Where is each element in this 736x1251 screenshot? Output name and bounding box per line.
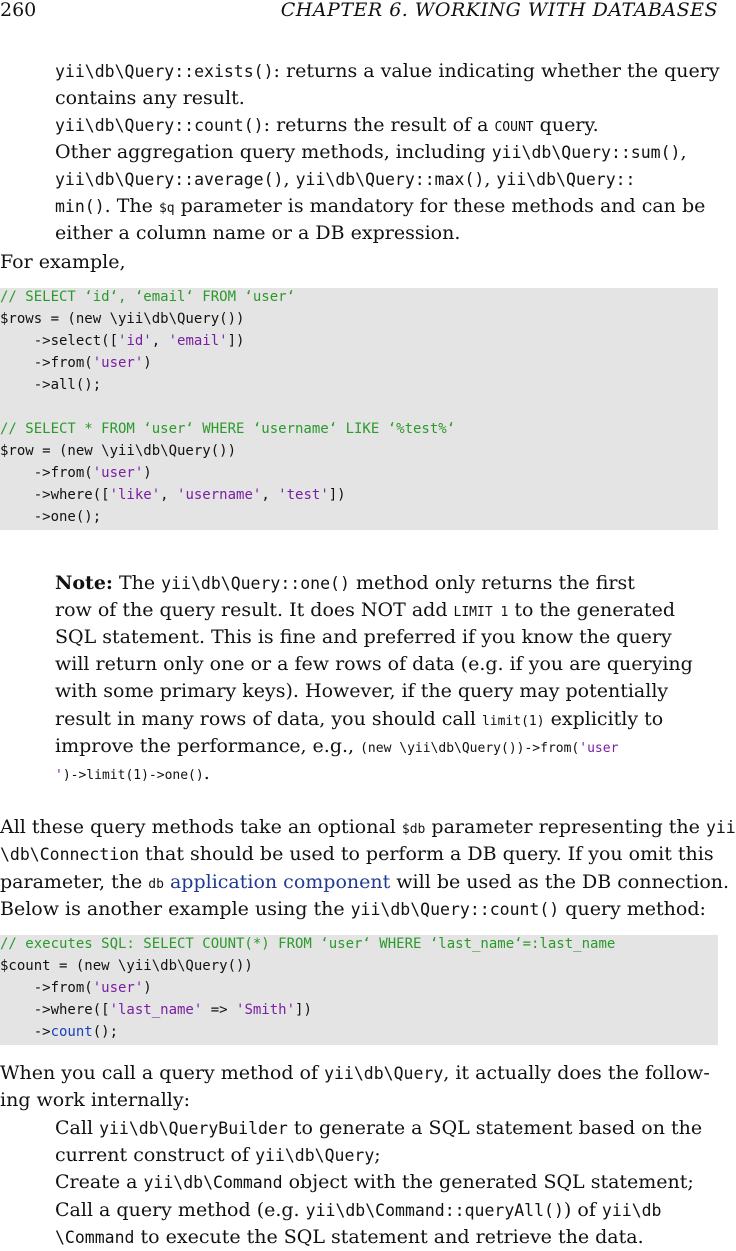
agg-param: $q (158, 201, 175, 216)
step-3-cont (55, 1224, 644, 1251)
command-class-code: yii\db (601, 1201, 662, 1220)
exists-item (55, 58, 720, 85)
exists-code: yii\db\Query::exists() (55, 62, 274, 81)
querybuilder-code: yii\db\QueryBuilder (99, 1119, 288, 1138)
code-text: ->from( (0, 980, 93, 996)
agg-text: Other aggregation query methods, including (55, 141, 492, 163)
note-label: Note: (55, 572, 113, 594)
code-line (0, 980, 152, 996)
agg-sum-code: yii\db\Query::sum() (491, 143, 681, 162)
code-text: -> (0, 1024, 51, 1040)
note-limit-code: LIMIT 1 (453, 605, 509, 620)
code-text: $rows = (new \yii\db\Query()) (0, 311, 245, 327)
code-comment: // SELECT * FROM ‘user‘ WHERE ‘username‘ LIKE ‘%test%‘ (0, 421, 456, 437)
note-text: The (112, 572, 162, 594)
db-component: db (148, 877, 164, 892)
step-text: current construct of (55, 1144, 256, 1166)
para-text: , it actually does the follow- (443, 1062, 710, 1084)
note-example-code: )->limit(1)->one() (62, 768, 204, 783)
code-line (0, 465, 152, 481)
note-limit-call: limit(1) (481, 714, 545, 729)
agg-min-code: min() (55, 197, 105, 216)
code-text: , (151, 333, 169, 349)
para3-line-2: ing work internally: (0, 1089, 190, 1111)
step-text: ) of (563, 1199, 602, 1221)
code-string: 'Smith' (236, 1002, 296, 1018)
code-string: 'email' (168, 333, 228, 349)
agg-sep: , (283, 168, 296, 190)
agg-average-code: yii\db\Query::average() (55, 170, 284, 189)
step-text: ; (374, 1144, 381, 1166)
para2-line-1 (0, 814, 736, 843)
note-line-4: will return only one or a few rows of data (e.g. if you are querying (55, 653, 693, 675)
note-text: row of the query result. It does NOT add (55, 599, 454, 621)
count-code: yii\db\Query::count() (55, 116, 264, 135)
aggregation-line-1 (55, 139, 687, 166)
code-block-1 (0, 288, 718, 530)
step-text: object with the generated SQL statement; (282, 1171, 694, 1193)
code-line (0, 958, 253, 974)
code-line (0, 1002, 312, 1018)
step-3 (55, 1197, 662, 1224)
query-class-code: yii\db\Query (324, 1064, 444, 1083)
agg-sep: , (484, 168, 497, 190)
para-text: that should be used to perform a DB query. If you omit this (139, 843, 714, 865)
agg-text: parameter is mandatory for these methods and can be (174, 195, 706, 217)
note-line-5: with some primary keys). However, if the query may potentially (55, 680, 669, 702)
step-text: Create a (55, 1171, 144, 1193)
code-string: 'username' (177, 487, 262, 503)
code-text: $row = (new \yii\db\Query()) (0, 443, 237, 459)
page-number: 260 (0, 0, 37, 21)
queryall-code: yii\db\Command::queryAll() (305, 1201, 564, 1220)
code-text: (); (92, 1024, 119, 1040)
exists-text: : returns a value indicating whether the query (273, 60, 720, 82)
db-param: $db (401, 822, 426, 837)
code-line (0, 377, 101, 393)
code-text: ) (143, 980, 152, 996)
note-text: result in many rows of data, you should call (55, 708, 482, 730)
note-line-3: SQL statement. This is fine and preferred if you know the query (55, 626, 672, 648)
code-string: 'test' (278, 487, 329, 503)
code-line (0, 509, 101, 525)
code-line (0, 487, 346, 503)
aggregation-line-4: either a column name or a DB expression. (55, 222, 461, 244)
code-line (0, 1024, 118, 1040)
para-text: All these query methods take an optional (0, 816, 402, 838)
note-line-2 (55, 597, 675, 626)
para-text: parameter, the (0, 871, 149, 893)
aggregation-line-3 (55, 193, 705, 222)
para-text: will be used as the DB connection. (390, 871, 730, 893)
note-example-code: (new \yii\db\Query())->from( (360, 741, 580, 756)
code-string: 'user' (92, 980, 144, 996)
code-text: , (261, 487, 279, 503)
code-keyword: count (50, 1024, 93, 1040)
count-method-code: yii\db\Query::count() (350, 900, 560, 919)
note-text: . (203, 762, 210, 784)
note-line-1 (55, 570, 635, 597)
note-text: improve the performance, e.g., (55, 735, 361, 757)
aggregation-line-2 (55, 166, 636, 193)
step-text: to execute the SQL statement and retrieve the data. (134, 1226, 644, 1248)
code-line (0, 936, 615, 952)
connection-code: yii (705, 818, 736, 837)
para-text: parameter representing the (425, 816, 706, 838)
code-text: , (160, 487, 178, 503)
exists-item-cont: contains any result. (55, 87, 245, 109)
code-string: 'like' (109, 487, 161, 503)
step-text: to generate a SQL statement based on the (287, 1117, 703, 1139)
code-text: ) (143, 355, 152, 371)
code-line (0, 421, 455, 437)
application-component-link[interactable]: application component (169, 871, 391, 893)
para2-line-3 (0, 869, 729, 898)
code-line (0, 443, 236, 459)
note-text: method only returns the first (349, 572, 635, 594)
code-text: => (202, 1002, 237, 1018)
code-block-2 (0, 935, 718, 1045)
code-line (0, 355, 152, 371)
code-text: ->where([ (0, 487, 110, 503)
code-text: ->from( (0, 465, 93, 481)
code-text: ->select([ (0, 333, 119, 349)
para-text: When you call a query method of (0, 1062, 325, 1084)
code-string: 'user' (92, 465, 144, 481)
step-text: Call (55, 1117, 100, 1139)
note-line-7 (55, 733, 618, 762)
note-line-8 (55, 760, 210, 789)
code-string: 'last_name' (109, 1002, 203, 1018)
agg-comma: , (680, 141, 687, 163)
agg-max-code: yii\db\Query::max() (295, 170, 485, 189)
code-string: 'user' (92, 355, 144, 371)
para3-line-1 (0, 1060, 710, 1087)
code-string: 'id' (118, 333, 152, 349)
step-1 (55, 1115, 702, 1142)
para2-line-2 (0, 841, 714, 868)
count-text-end: query. (533, 114, 599, 136)
count-text: : returns the result of a (263, 114, 495, 136)
code-comment: // executes SQL: SELECT COUNT(*) FROM ‘user‘ WHERE ‘last_name‘=:last_name (0, 936, 616, 952)
code-text: ]) (227, 333, 245, 349)
agg-text: . The (104, 195, 159, 217)
note-text: to the generated (508, 599, 675, 621)
code-text: ->one(); (0, 509, 102, 525)
note-example-string: ' (55, 768, 63, 783)
code-text: ]) (295, 1002, 312, 1018)
code-text: ) (143, 465, 152, 481)
command-class-code: yii\db\Command (143, 1173, 283, 1192)
para-text: query method: (559, 898, 706, 920)
count-item (55, 112, 599, 141)
para-text: Below is another example using the (0, 898, 351, 920)
chapter-title: CHAPTER 6. WORKING WITH DATABASES (280, 0, 718, 21)
step-text: Call a query method (e.g. (55, 1199, 306, 1221)
note-text: explicitly to (544, 708, 664, 730)
code-comment: // SELECT ‘id‘, ‘email‘ FROM ‘user‘ (0, 289, 296, 305)
query-class-code: yii\db\Query (255, 1146, 375, 1165)
command-class-code: \Command (55, 1228, 135, 1247)
code-text: ->where([ (0, 1002, 110, 1018)
note-example-string: 'user (579, 741, 619, 756)
code-line (0, 289, 295, 305)
code-text: ->from( (0, 355, 93, 371)
step-1-cont (55, 1142, 381, 1169)
code-line (0, 333, 244, 349)
code-text: ->all(); (0, 377, 102, 393)
note-code: yii\db\Query::one() (161, 574, 350, 593)
step-2 (55, 1169, 694, 1196)
connection-code: \db\Connection (0, 845, 140, 864)
para2-line-4 (0, 896, 706, 923)
code-text: $count = (new \yii\db\Query()) (0, 958, 253, 974)
for-example: For example, (0, 251, 126, 273)
note-line-6 (55, 706, 663, 735)
count-sc: COUNT (494, 120, 534, 135)
code-text: ]) (328, 487, 346, 503)
code-line (0, 311, 244, 327)
agg-min-prefix: yii\db\Query:: (496, 170, 636, 189)
